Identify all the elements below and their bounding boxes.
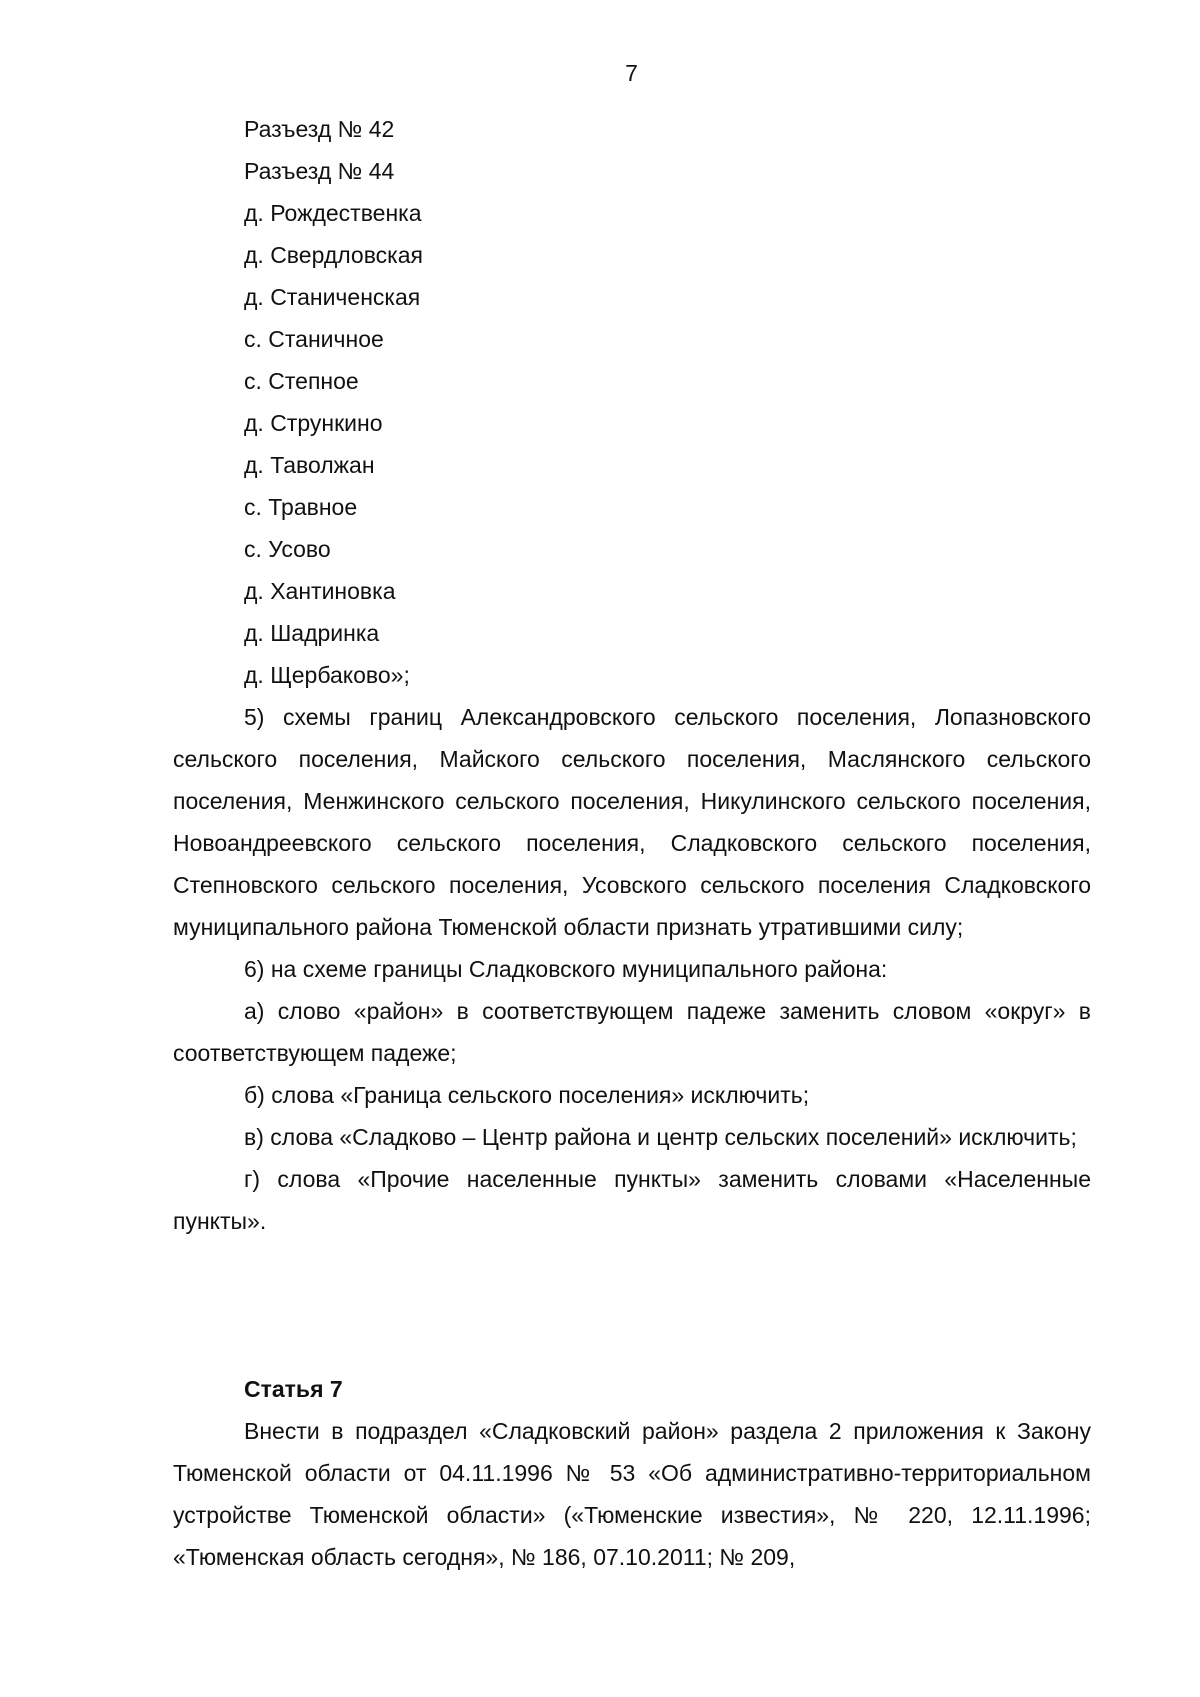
list-item: д. Шадринка [244, 620, 380, 646]
settlement-list [244, 108, 1124, 696]
list-item: с. Травное [244, 494, 358, 520]
list-item: д. Свердловская [244, 242, 423, 268]
list-item: с. Степное [244, 368, 359, 394]
list-item: с. Станичное [244, 326, 384, 352]
list-item: д. Рождественка [244, 200, 422, 226]
paragraph-item-6: 6) на схеме границы Сладковского муниципального района: [244, 956, 888, 982]
list-item: д. Щербаково»; [244, 662, 410, 688]
article-heading: Статья 7 [244, 1376, 343, 1402]
paragraph-item-5: 5) схемы границ Александровского сельского поселения, Лопазновского сельского поселения, Майского сельского поселения, Маслянского сельского поселения, Менжинского сельского поселения, Никулинского сельского поселения, Новоандреевского сельского поселения, Сладковского сельского поселения, Степновского сельского поселения, Усовского сельского поселения Сладковского муниципального района Тюменской области признать утратившими силу; [173, 704, 1091, 940]
paragraph-subitem-v: в) слова «Сладково – Центр района и центр сельских поселений» исключить; [244, 1124, 1077, 1150]
list-item: д. Станиченская [244, 284, 421, 310]
list-item: д. Стрункино [244, 410, 383, 436]
article-body [173, 1410, 1091, 1578]
paragraph-subitem-b: б) слова «Граница сельского поселения» исключить; [244, 1082, 810, 1108]
page-number: 7 [625, 60, 638, 86]
list-item: Разъезд № 42 [244, 116, 395, 142]
amendment-paragraphs [173, 696, 1091, 1242]
list-item: с. Усово [244, 536, 331, 562]
list-item: д. Таволжан [244, 452, 375, 478]
list-item: д. Хантиновка [244, 578, 396, 604]
paragraph-subitem-g: г) слова «Прочие населенные пункты» заменить словами «Населенные пункты». [173, 1166, 1091, 1234]
article-paragraph: Внести в подраздел «Сладковский район» раздела 2 приложения к Закону Тюменской области от 04.11.1996 № 53 «Об административно-территориальном устройстве Тюменской области» («Тюменские известия», № 220, 12.11.1996; «Тюменская область сегодня», № 186, 07.10.2011; № 209, [173, 1418, 1091, 1570]
paragraph-subitem-a: а) слово «район» в соответствующем падеже заменить словом «округ» в соответствующем падеже; [173, 998, 1091, 1066]
list-item: Разъезд № 44 [244, 158, 395, 184]
